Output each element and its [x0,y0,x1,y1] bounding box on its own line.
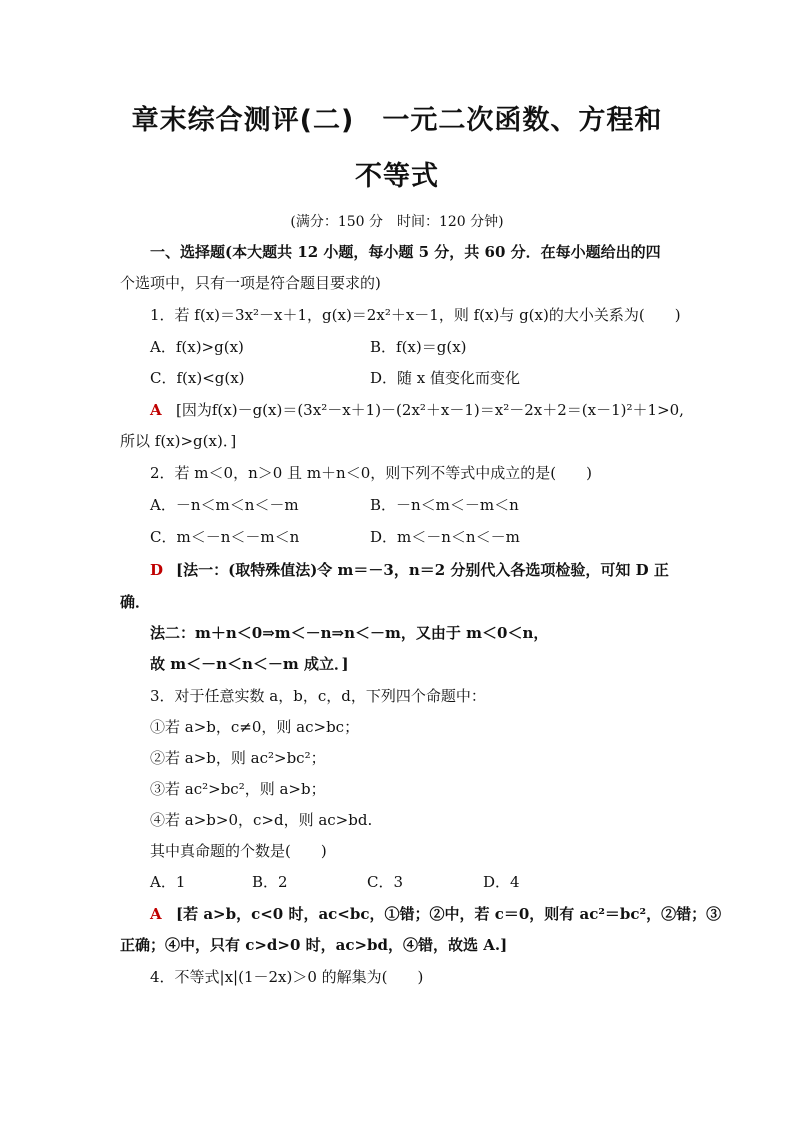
q1-explanation-line1: [因为f(x)－g(x)＝(3x²－x＋1)－(2x²＋x－1)＝x²－2x＋2＝(x－1)²＋1>0, [176,401,684,419]
q2-explanation-line1: [法一：(取特殊值法)令 m＝－3，n＝2 分别代入各选项检验，可知 D 正 [176,561,669,579]
q3-question: 其中真命题的个数是( ) [150,842,327,860]
page-title-line1: 章末综合测评(二) 一元二次函数、方程和 [131,105,663,136]
q1-answer-letter: A [150,401,162,419]
q3-answer-letter: A [150,905,162,923]
q1-option-c: C．f(x)<g(x) [150,369,245,387]
q3-option-a: A．1 [150,873,186,891]
page-title-line2: 不等式 [355,161,439,192]
q1-option-a: A．f(x)>g(x) [150,338,244,356]
q3-proposition-4: ④若 a>b>0，c>d，则 ac>bd. [150,811,373,829]
q3-option-c: C．3 [367,873,404,891]
q2-stem: 2．若 m＜0，n＞0 且 m＋n＜0，则下列不等式中成立的是( ) [150,464,592,482]
q2-explanation-line4: 故 m＜－n＜n＜－m 成立．] [150,655,349,673]
q3-explanation-line1: [若 a>b，c<0 时，ac<bc，①错；②中，若 c＝0，则有 ac²＝bc²，②错；③ [176,905,722,923]
q3-proposition-3: ③若 ac²>bc²，则 a>b； [150,780,326,798]
q1-stem: 1．若 f(x)＝3x²－x＋1，g(x)＝2x²＋x－1，则 f(x)与 g(x)的大小关系为( ) [150,306,681,324]
q3-proposition-2: ②若 a>b，则 ac²>bc²； [150,749,326,767]
section-heading-line2: 个选项中，只有一项是符合题目要求的) [120,274,381,292]
q3-explanation-line2: 正确；④中，只有 c>d>0 时，ac>bd，④错，故选 A.] [120,936,508,954]
exam-info: (满分：150 分 时间：120 分钟) [290,214,504,230]
q2-option-c: C．m＜－n＜－m＜n [150,528,300,546]
q2-option-a: A．－n＜m＜n＜－m [150,496,299,514]
section-heading-line1: 一、选择题(本大题共 12 小题，每小题 5 分，共 60 分．在每小题给出的四 [150,243,661,261]
q3-proposition-1: ①若 a>b，c≠0，则 ac>bc； [150,718,360,736]
q2-explanation-line2: 确． [120,593,151,611]
q2-option-b: B．－n＜m＜－m＜n [370,496,519,514]
q3-option-d: D．4 [483,873,520,891]
q1-explanation-line2: 所以 f(x)>g(x)．] [120,432,237,450]
q3-option-b: B．2 [252,873,288,891]
q4-stem: 4．不等式|x|(1－2x)＞0 的解集为( ) [150,968,424,986]
q1-option-b: B．f(x)＝g(x) [370,338,467,356]
q1-option-d: D．随 x 值变化而变化 [370,369,521,387]
q2-explanation-line3: 法二：m＋n＜0⇒m＜－n⇒n＜－m，又由于 m＜0＜n， [150,624,549,642]
q2-answer-letter: D [150,561,164,579]
q2-option-d: D．m＜－n＜n＜－m [370,528,520,546]
q3-stem: 3．对于任意实数 a，b，c，d，下列四个命题中： [150,687,486,705]
